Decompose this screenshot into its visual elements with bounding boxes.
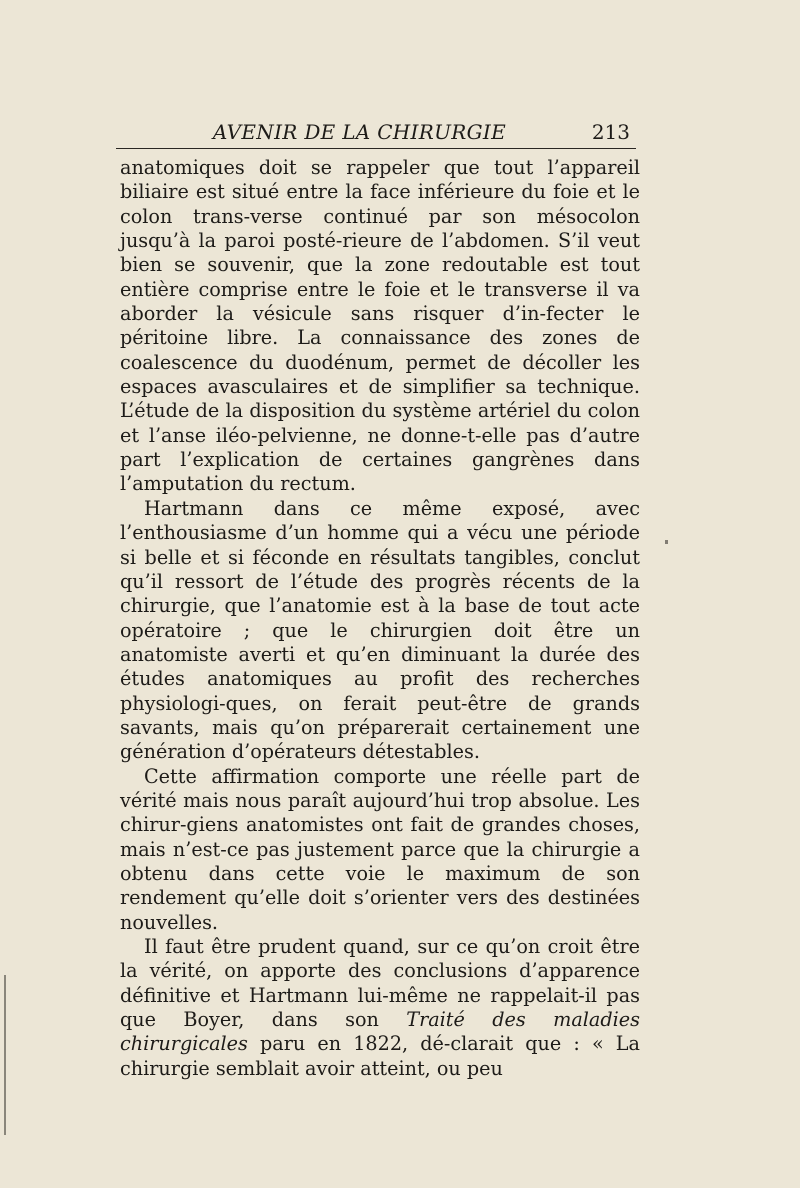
paragraph-4-text-after: paru en 1822, dé-clarait que : « La chirurgie semblait avoir atteint, ou peu bbox=[120, 1032, 640, 1080]
paragraph-1: anatomiques doit se rappeler que tout l’appareil biliaire est situé entre la face inférieure du foie et le colon trans-verse continué par son mésocolon jusqu’à la paroi posté-rieure de l’abdomen. S’il veut bien se souvenir, que la zone redoutable est tout entière comprise entre le foie et le transverse il va aborder la vésicule sans risquer d’in-fecter le péritoine libre. La connaissance des zones de coalescence du duodénum, permet de décoller les espaces avasculaires et de simplifier sa technique. L’étude de la disposition du système artériel du colon et l’anse iléo-pelvienne, ne donne-t-elle pas d’autre part l’explication de certaines gangrènes dans l’amputation du rectum. bbox=[120, 156, 640, 496]
paragraph-2: Hartmann dans ce même exposé, avec l’enthousiasme d’un homme qui a vécu une période si belle et si féconde en résultats tangibles, conclut qu’il ressort de l’étude des progrès récents de la chirurgie, que l’anatomie est à la base de tout acte opératoire ; que le chirurgien doit être un anatomiste averti et qu’en diminuant la durée des études anatomiques au profit des recherches physiologi-ques, on ferait peut-être de grands savants, mais qu’on préparerait certainement une génération d’opérateurs détestables. bbox=[120, 496, 640, 764]
book-title-italic: Traité des maladies chirurgicales bbox=[120, 1008, 640, 1056]
paragraph-4-text-before: Il faut être prudent quand, sur ce qu’on croit être la vérité, on apporte des conclusions d’apparence définitive et Hartmann lui-même ne rappelait-il pas que Boyer, dans son bbox=[120, 935, 640, 1032]
paragraph-3: Cette affirmation comporte une réelle part de vérité mais nous paraît aujourd’hui trop absolue. Les chirur-giens anatomistes ont fait de grandes choses, mais n’est-ce pas justement parce que la chirurgie a obtenu dans cette voie le maximum de son rendement qu’elle doit s’orienter vers des destinées nouvelles. bbox=[120, 764, 640, 934]
running-title: AVENIR DE LA CHIRURGIE bbox=[212, 120, 506, 144]
speck-mark bbox=[665, 540, 668, 544]
page-number: 213 bbox=[591, 120, 630, 144]
paragraph-4 bbox=[120, 935, 640, 1081]
body-text bbox=[120, 156, 640, 1081]
page-header bbox=[116, 118, 636, 149]
binding-edge-mark bbox=[4, 975, 6, 1135]
